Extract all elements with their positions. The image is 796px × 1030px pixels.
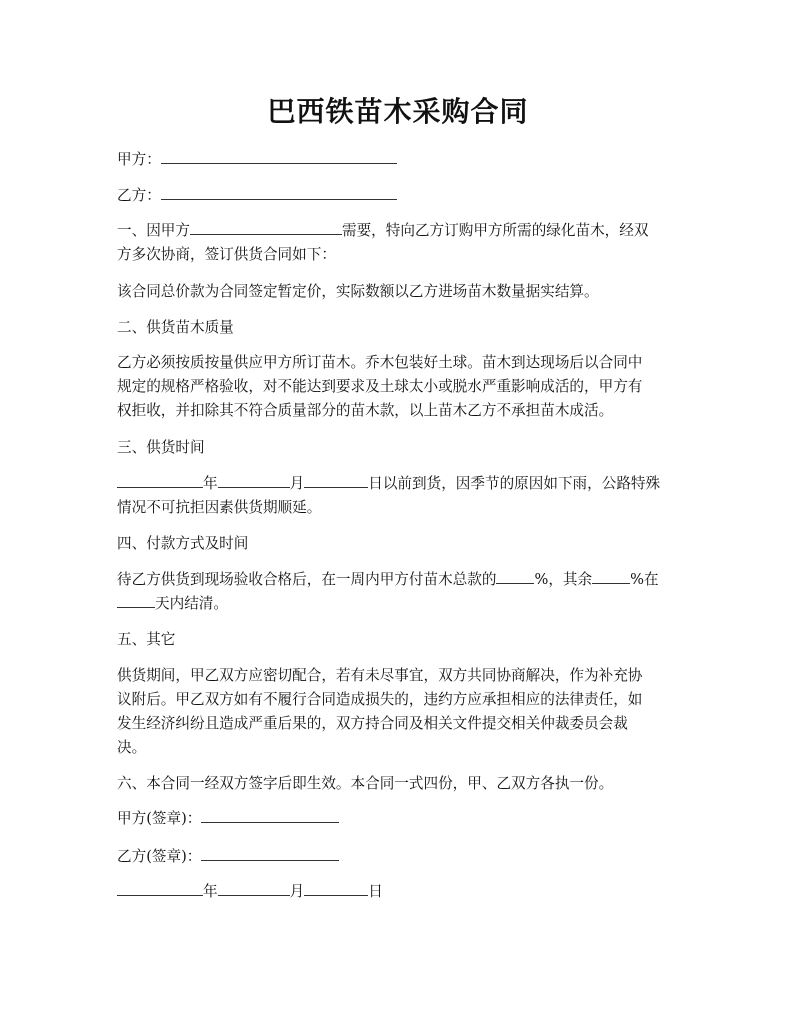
clause-1-line-2: 方多次协商，签订供货合同如下： <box>117 246 336 263</box>
year-label: 年 <box>203 475 218 492</box>
clause-1 <box>117 219 681 267</box>
document-title: 巴西铁苗木采购合同 <box>267 95 529 128</box>
clause-1-blank[interactable] <box>190 220 342 235</box>
section-5-line-3: 发生经济纠纷且造成严重后果的，双方持合同及相关文件提交相关仲裁委员会裁 <box>117 715 628 732</box>
section-3-body <box>117 472 681 520</box>
sign-b-line <box>117 845 681 869</box>
section-3-text: 日以前到货，因季节的原因如下雨，公路特殊 <box>368 475 661 492</box>
sign-b-blank[interactable] <box>201 846 339 861</box>
party-a-line <box>117 148 681 172</box>
section-4-line-2 <box>117 592 681 616</box>
delivery-month-blank[interactable] <box>218 473 290 488</box>
section-4-body <box>117 568 681 616</box>
sign-month-label: 月 <box>289 883 305 900</box>
delivery-day-blank[interactable] <box>304 473 368 488</box>
month-label: 月 <box>289 475 305 492</box>
sign-month-blank[interactable] <box>218 881 290 896</box>
sign-date-line <box>117 880 681 904</box>
sign-year-label: 年 <box>203 883 218 900</box>
section-6: 六、本合同一经双方签字后即生效。本合同一式四份，甲、乙双方各执一份。 <box>117 775 614 792</box>
section-4-text-b: %，其余 <box>534 571 593 588</box>
clause-1-text-b: 需要，特向乙方订购甲方所需的绿化苗木，经双 <box>341 222 649 239</box>
party-b-label: 乙方： <box>117 187 161 204</box>
section-5-line-4: 决。 <box>117 739 147 756</box>
clause-1-text-a: 一、因甲方 <box>117 222 190 239</box>
section-4-text-c: %在 <box>630 571 659 588</box>
price-note: 该合同总价款为合同签定暂定价，实际数额以乙方进场苗木数量据实结算。 <box>117 283 599 300</box>
section-2-line-3: 权拒收，并扣除其不符合质量部分的苗木款，以上苗木乙方不承担苗木成活。 <box>117 402 614 419</box>
party-a-label: 甲方： <box>117 151 161 168</box>
section-2-line-1: 乙方必须按质按量供应甲方所订苗木。乔木包装好土球。苗木到达现场后以合同中 <box>117 354 643 371</box>
section-5-heading: 五、其它 <box>117 631 176 648</box>
sign-a-line <box>117 807 681 831</box>
sign-a-blank[interactable] <box>201 808 339 823</box>
sign-b-label: 乙方(签章)： <box>117 848 202 865</box>
section-3-heading: 三、供货时间 <box>117 439 205 456</box>
delivery-year-blank[interactable] <box>117 473 203 488</box>
sign-day-label: 日 <box>368 883 383 900</box>
section-4-line-1 <box>117 568 681 592</box>
section-2-heading: 二、供货苗木质量 <box>117 319 234 336</box>
section-4-text-d: 天内结清。 <box>155 595 228 612</box>
section-2-line-2: 规定的规格严格验收，对不能达到要求及土球太小或脱水严重影响成活的，甲方有 <box>117 378 643 395</box>
section-4-text-a: 待乙方供货到现场验收合格后，在一周内甲方付苗木总款的 <box>117 571 497 588</box>
section-5-line-2: 议附后。甲乙双方如有不履行合同造成损失的，违约方应承担相应的法律责任，如 <box>117 691 643 708</box>
section-5-body <box>117 664 681 760</box>
clause-1-line-1 <box>117 219 681 243</box>
party-b-line <box>117 184 681 208</box>
payment-percent-blank[interactable] <box>496 569 534 584</box>
section-3-line-2: 情况不可抗拒因素供货期顺延。 <box>117 499 322 516</box>
remaining-percent-blank[interactable] <box>592 569 630 584</box>
settlement-days-blank[interactable] <box>117 593 155 608</box>
section-3-line-1 <box>117 472 681 496</box>
sign-a-label: 甲方(签章)： <box>117 810 202 827</box>
sign-day-blank[interactable] <box>304 881 368 896</box>
party-b-blank[interactable] <box>161 185 397 200</box>
section-4-heading: 四、付款方式及时间 <box>117 535 249 552</box>
sign-year-blank[interactable] <box>117 881 203 896</box>
section-5-line-1: 供货期间，甲乙双方应密切配合，若有未尽事宜，双方共同协商解决，作为补充协 <box>117 667 643 684</box>
party-a-blank[interactable] <box>161 149 397 164</box>
section-2-body <box>117 351 681 423</box>
